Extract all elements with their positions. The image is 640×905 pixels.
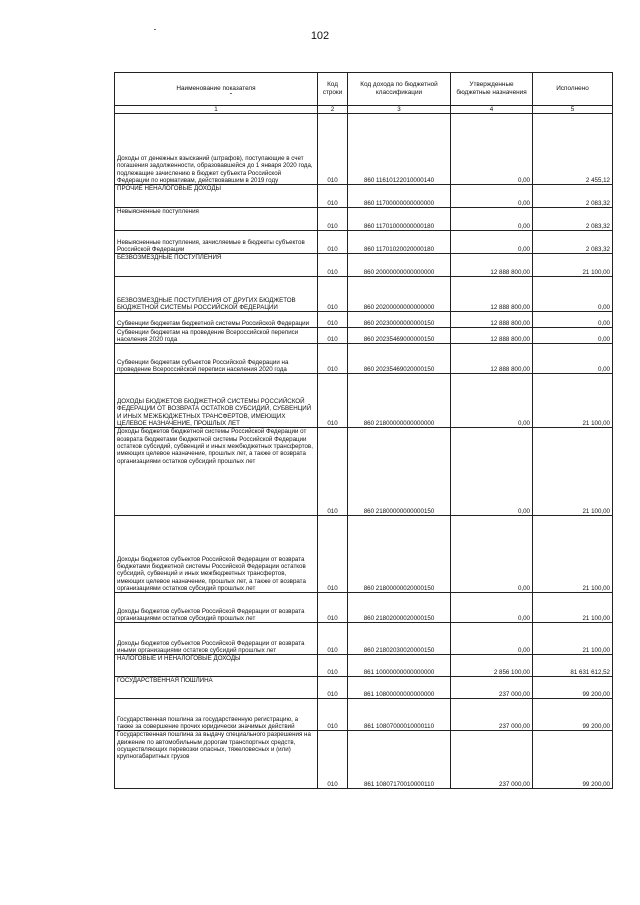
table-row bbox=[115, 593, 613, 623]
row-approved: 0,00 bbox=[451, 374, 533, 428]
header-approved: Утвержденные бюджетные назначения bbox=[451, 73, 533, 106]
row-name: Доходы бюджетов субъектов Российской Федерации от возврата организациями остатков субсидий прошлых лет bbox=[115, 593, 318, 623]
table-row bbox=[115, 208, 613, 231]
table-row bbox=[115, 231, 613, 254]
table-row bbox=[115, 312, 613, 328]
scan-speck bbox=[230, 93, 232, 94]
row-code: 010 bbox=[318, 254, 348, 277]
row-name: Невыясненные поступления bbox=[115, 208, 318, 231]
row-name: Доходы бюджетов бюджетной системы Российской Федерации от возврата бюджетами бюджетной системы Российской Федерации остатков субсидий, субвенций и иных межбюджетных трансфертов, имеющих целевое назначение, прошлых лет, а также от возврата организациями остатков субсидий прошлых лет bbox=[115, 428, 318, 516]
row-approved: 0,00 bbox=[451, 623, 533, 655]
table-row bbox=[115, 185, 613, 208]
row-name: Доходы бюджетов субъектов Российской Федерации от возврата бюджетами бюджетной системы Российской Федерации остатков субсидий, субвенций и иных межбюджетных трансфертов, имеющих целевое назначение, прошлых лет, а также от возврата организациями остатков субсидий прошлых лет bbox=[115, 516, 318, 593]
row-name: ДОХОДЫ БЮДЖЕТОВ БЮДЖЕТНОЙ СИСТЕМЫ РОССИЙСКОЙ ФЕДЕРАЦИИ ОТ ВОЗВРАТА ОСТАТКОВ СУБСИДИЙ, СУБВЕНЦИЙ И ИНЫХ МЕЖБЮДЖЕТНЫХ ТРАНСФЕРТОВ, ИМЕЮЩИХ ЦЕЛЕВОЕ НАЗНАЧЕНИЕ, ПРОШЛЫХ ЛЕТ bbox=[115, 374, 318, 428]
row-approved: 12 888 800,00 bbox=[451, 277, 533, 312]
column-number: 5 bbox=[533, 106, 613, 114]
row-income-code: 860 20235469020000150 bbox=[348, 344, 451, 374]
row-name: Субвенции бюджетам субъектов Российской Федерации на проведение Всероссийской переписи населения 2020 года bbox=[115, 344, 318, 374]
row-code: 010 bbox=[318, 328, 348, 344]
row-approved: 12 888 800,00 bbox=[451, 344, 533, 374]
column-number: 4 bbox=[451, 106, 533, 114]
row-code: 010 bbox=[318, 374, 348, 428]
table-row bbox=[115, 254, 613, 277]
table-row bbox=[115, 277, 613, 312]
row-code: 010 bbox=[318, 114, 348, 185]
header-name: Наименование показателя bbox=[115, 73, 318, 106]
row-name: ГОСУДАРСТВЕННАЯ ПОШЛИНА bbox=[115, 677, 318, 699]
row-code: 010 bbox=[318, 677, 348, 699]
row-executed: 0,00 bbox=[533, 344, 613, 374]
row-executed: 99 200,00 bbox=[533, 677, 613, 699]
table-header-row bbox=[115, 73, 613, 106]
row-income-code: 860 11700000000000000 bbox=[348, 185, 451, 208]
row-income-code: 860 21800000000000000 bbox=[348, 374, 451, 428]
table-row bbox=[115, 374, 613, 428]
budget-income-table bbox=[114, 72, 613, 789]
header-code: Код строки bbox=[318, 73, 348, 106]
row-name: БЕЗВОЗМЕЗДНЫЕ ПОСТУПЛЕНИЯ bbox=[115, 254, 318, 277]
row-income-code: 861 10807000010000110 bbox=[348, 699, 451, 731]
row-approved: 0,00 bbox=[451, 114, 533, 185]
table-row bbox=[115, 328, 613, 344]
row-approved: 0,00 bbox=[451, 208, 533, 231]
table-row bbox=[115, 516, 613, 593]
row-code: 010 bbox=[318, 185, 348, 208]
header-income-code: Код дохода по бюджетной классификации bbox=[348, 73, 451, 106]
row-income-code: 860 20230000000000150 bbox=[348, 312, 451, 328]
row-code: 010 bbox=[318, 344, 348, 374]
row-approved: 237 000,00 bbox=[451, 699, 533, 731]
row-executed: 99 200,00 bbox=[533, 731, 613, 789]
row-income-code: 861 10800000000000000 bbox=[348, 677, 451, 699]
row-code: 010 bbox=[318, 428, 348, 516]
table-row bbox=[115, 655, 613, 677]
row-executed: 21 100,00 bbox=[533, 593, 613, 623]
row-executed: 21 100,00 bbox=[533, 254, 613, 277]
row-approved: 12 888 800,00 bbox=[451, 328, 533, 344]
row-approved: 237 000,00 bbox=[451, 731, 533, 789]
row-name: Государственная пошлина за государственную регистрацию, а также за совершение прочих юридически значимых действий bbox=[115, 699, 318, 731]
row-income-code: 860 20200000000000000 bbox=[348, 277, 451, 312]
row-income-code: 861 10807170010000110 bbox=[348, 731, 451, 789]
column-number-row bbox=[115, 106, 613, 114]
table-row bbox=[115, 731, 613, 789]
row-code: 010 bbox=[318, 516, 348, 593]
table-row bbox=[115, 677, 613, 699]
page-number: 102 bbox=[310, 30, 330, 42]
row-code: 010 bbox=[318, 731, 348, 789]
row-income-code: 860 11701000000000180 bbox=[348, 208, 451, 231]
row-name: Государственная пошлина за выдачу специального разрешения на движение по автомобильным дорогам транспортных средств, осуществляющих перевозки опасных, тяжеловесных и (или) крупногабаритных грузов bbox=[115, 731, 318, 789]
row-executed: 2 083,32 bbox=[533, 185, 613, 208]
table-row bbox=[115, 344, 613, 374]
row-approved: 0,00 bbox=[451, 185, 533, 208]
row-code: 010 bbox=[318, 312, 348, 328]
row-income-code: 860 21800000020000150 bbox=[348, 516, 451, 593]
row-income-code: 860 11610122010000140 bbox=[348, 114, 451, 185]
row-income-code: 860 20235469000000150 bbox=[348, 328, 451, 344]
row-code: 010 bbox=[318, 231, 348, 254]
row-executed: 2 083,32 bbox=[533, 231, 613, 254]
row-income-code: 861 10000000000000000 bbox=[348, 655, 451, 677]
column-number: 2 bbox=[318, 106, 348, 114]
row-approved: 2 856 100,00 bbox=[451, 655, 533, 677]
table-row bbox=[115, 623, 613, 655]
column-number: 3 bbox=[348, 106, 451, 114]
row-approved: 0,00 bbox=[451, 428, 533, 516]
column-number: 1 bbox=[115, 106, 318, 114]
row-executed: 21 100,00 bbox=[533, 374, 613, 428]
row-income-code: 860 11701020020000180 bbox=[348, 231, 451, 254]
row-name: БЕЗВОЗМЕЗДНЫЕ ПОСТУПЛЕНИЯ ОТ ДРУГИХ БЮДЖЕТОВ БЮДЖЕТНОЙ СИСТЕМЫ РОССИЙСКОЙ ФЕДЕРАЦИИ bbox=[115, 277, 318, 312]
row-name: Субвенции бюджетам на проведение Всероссийской переписи населения 2020 года bbox=[115, 328, 318, 344]
row-name: НАЛОГОВЫЕ И НЕНАЛОГОВЫЕ ДОХОДЫ bbox=[115, 655, 318, 677]
row-code: 010 bbox=[318, 208, 348, 231]
row-income-code: 860 21802030020000150 bbox=[348, 623, 451, 655]
table-row bbox=[115, 114, 613, 185]
row-approved: 237 000,00 bbox=[451, 677, 533, 699]
row-name: ПРОЧИЕ НЕНАЛОГОВЫЕ ДОХОДЫ bbox=[115, 185, 318, 208]
row-approved: 12 888 800,00 bbox=[451, 254, 533, 277]
row-approved: 0,00 bbox=[451, 593, 533, 623]
row-executed: 21 100,00 bbox=[533, 623, 613, 655]
row-executed: 0,00 bbox=[533, 312, 613, 328]
row-executed: 2 083,32 bbox=[533, 208, 613, 231]
row-code: 010 bbox=[318, 655, 348, 677]
row-approved: 0,00 bbox=[451, 516, 533, 593]
row-name: Доходы от денежных взысканий (штрафов), поступающие в счет погашения задолженности, образовавшейся до 1 января 2020 года, подлежащие зачислению в бюджет субъекта Российской Федерации по нормативам, действовавшим в 2019 году bbox=[115, 114, 318, 185]
row-code: 010 bbox=[318, 699, 348, 731]
row-name: Невыясненные поступления, зачисляемые в бюджеты субъектов Российской Федерации bbox=[115, 231, 318, 254]
header-executed: Исполнено bbox=[533, 73, 613, 106]
row-income-code: 860 21802000020000150 bbox=[348, 593, 451, 623]
row-income-code: 860 20000000000000000 bbox=[348, 254, 451, 277]
row-executed: 2 455,12 bbox=[533, 114, 613, 185]
row-income-code: 860 21800000000000150 bbox=[348, 428, 451, 516]
scan-speck bbox=[154, 29, 156, 30]
row-code: 010 bbox=[318, 277, 348, 312]
row-approved: 0,00 bbox=[451, 231, 533, 254]
row-name: Доходы бюджетов субъектов Российской Федерации от возврата иными организациями остатков субсидий прошлых лет bbox=[115, 623, 318, 655]
row-executed: 99 200,00 bbox=[533, 699, 613, 731]
row-executed: 0,00 bbox=[533, 328, 613, 344]
table-row bbox=[115, 699, 613, 731]
row-executed: 0,00 bbox=[533, 277, 613, 312]
row-code: 010 bbox=[318, 593, 348, 623]
row-executed: 81 631 612,52 bbox=[533, 655, 613, 677]
row-approved: 12 888 800,00 bbox=[451, 312, 533, 328]
table-row bbox=[115, 428, 613, 516]
row-name: Субвенции бюджетам бюджетной системы Российской Федерации bbox=[115, 312, 318, 328]
row-executed: 21 100,00 bbox=[533, 428, 613, 516]
row-code: 010 bbox=[318, 623, 348, 655]
row-executed: 21 100,00 bbox=[533, 516, 613, 593]
